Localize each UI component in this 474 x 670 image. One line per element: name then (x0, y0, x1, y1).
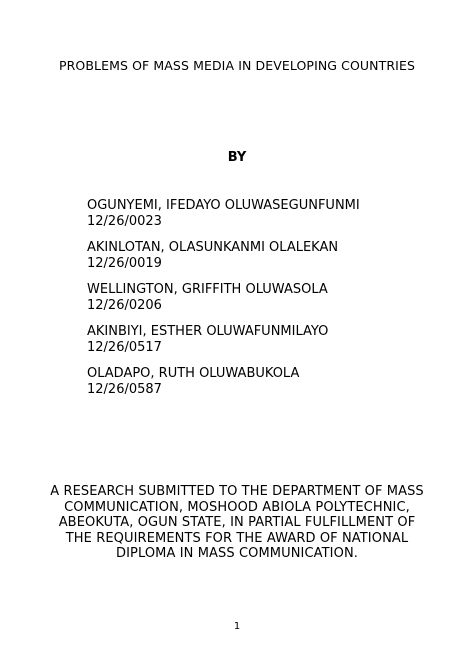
author-entry (87, 282, 447, 313)
author-name: WELLINGTON, GRIFFITH OLUWASOLA (87, 282, 328, 297)
page-number: 1 (233, 621, 241, 632)
author-name: OLADAPO, RUTH OLUWABUKOLA (87, 366, 300, 381)
document-title: PROBLEMS OF MASS MEDIA IN DEVELOPING COUNTRIES (59, 58, 415, 73)
author-name: OGUNYEMI, IFEDAYO OLUWASEGUNFUNMI (87, 198, 360, 213)
author-name: AKINBIYI, ESTHER OLUWAFUNMILAYO (87, 324, 329, 339)
author-matric-number: 12/26/0206 (87, 297, 162, 313)
author-matric-number: 12/26/0587 (87, 381, 162, 397)
author-entry (87, 198, 447, 229)
author-entry (87, 366, 447, 397)
author-matric-number: 12/26/0517 (87, 339, 162, 355)
author-entry (87, 324, 447, 355)
author-list (87, 198, 447, 408)
author-matric-number: 12/26/0023 (87, 213, 162, 229)
submission-statement: A RESEARCH SUBMITTED TO THE DEPARTMENT OF MASS COMMUNICATION, MOSHOOD ABIOLA POLYTECHNIC, ABEOKUTA, OGUN STATE, IN PARTIAL FULFILLMENT OF THE REQUIREMENTS FOR THE AWARD OF NATIONAL DIPLOMA IN MASS COMMUNICATION. (50, 484, 424, 561)
author-entry (87, 240, 447, 271)
author-matric-number: 12/26/0019 (87, 255, 162, 271)
by-label: BY (227, 150, 247, 165)
author-name: AKINLOTAN, OLASUNKANMI OLALEKAN (87, 240, 339, 255)
